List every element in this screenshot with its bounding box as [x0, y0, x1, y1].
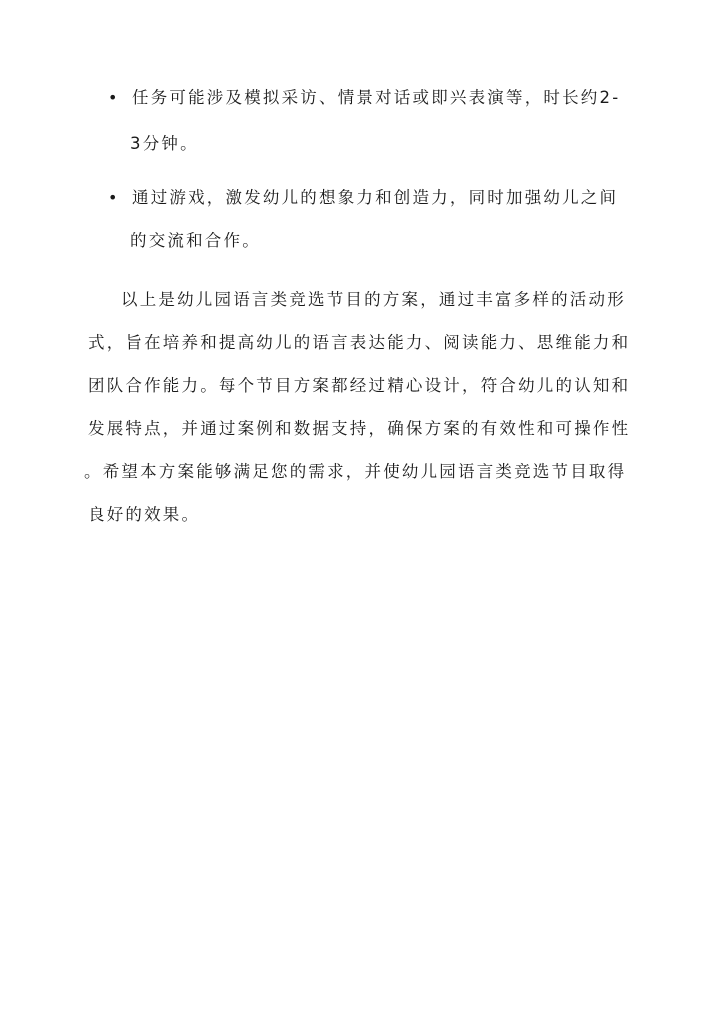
bullet-marker: • [108, 88, 118, 107]
bullet-text-line: 通过游戏，激发幼儿的想象力和创造力，同时加强幼儿之间 [132, 188, 619, 207]
bullet-text-line: 的交流和合作。 [130, 231, 261, 250]
paragraph-line: 发展特点，并通过案例和数据支持，确保方案的有效性和可操作性 [88, 419, 631, 438]
paragraph-line: 良好的效果。 [88, 505, 201, 524]
bullet-text-line: 3分钟。 [130, 134, 199, 153]
bullet-text-line: 任务可能涉及模拟采访、情景对话或即兴表演等，时长约2- [132, 88, 621, 107]
paragraph-line: 团队合作能力。每个节目方案都经过精心设计，符合幼儿的认知和 [88, 376, 631, 395]
paragraph-line: 。希望本方案能够满足您的需求，并使幼儿园语言类竞选节目取得 [84, 462, 627, 481]
paragraph-line: 式，旨在培养和提高幼儿的语言表达能力、阅读能力、思维能力和 [88, 333, 631, 352]
bullet-marker: • [108, 188, 118, 207]
paragraph-line: 以上是幼儿园语言类竞选节目的方案，通过丰富多样的活动形 [121, 290, 626, 309]
